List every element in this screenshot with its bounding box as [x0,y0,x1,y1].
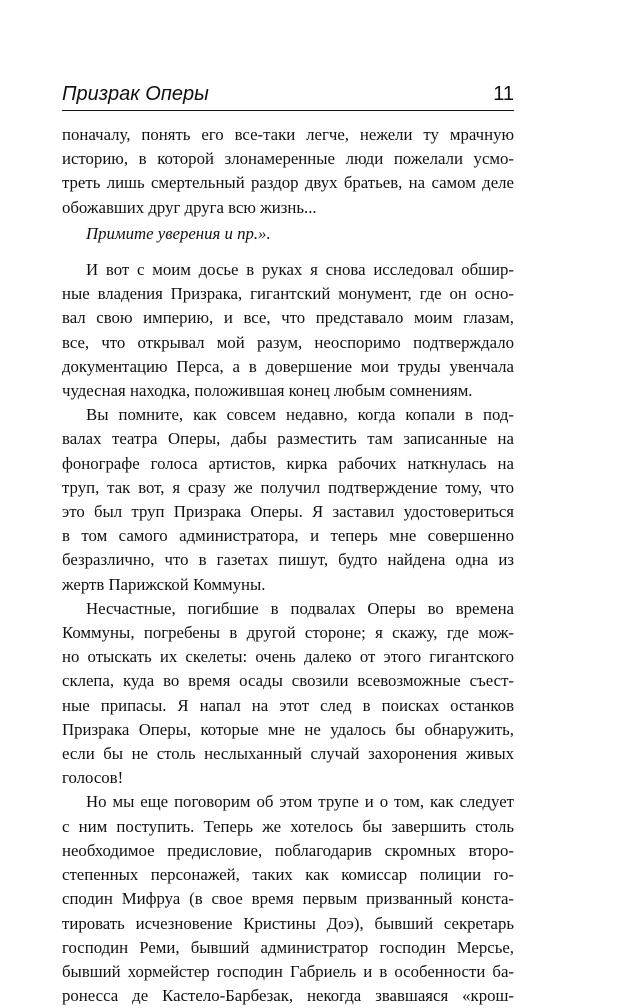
text-line: склепа, куда во время осады свозили всевозможные съест- [62,671,514,691]
text-line: треть лишь смертельный раздор двух братьев, на самом деле [62,173,514,193]
text-line: голосов! [62,768,124,788]
text-line: Вы помните, как совсем недавно, когда копали в под- [86,405,514,425]
text-line: фонографе голоса артистов, кирка рабочих наткнулась на [62,453,514,473]
text-line: сподин Мифруа (в свое время первым призванный конста- [62,889,514,909]
text-line: безразлично, что в газетах пишут, будто найдена одна из [62,550,514,570]
body-text [62,123,514,1008]
text-line: это был труп Призрака Оперы. Я заставил удостовериться [62,502,514,522]
text-line: ронесса де Кастело-Барбезак, некогда звавшаяся «крош- [62,986,514,1006]
text-line: тировать исчезновение Кристины Доэ), бывший секретарь [62,913,514,933]
paragraph-acknowledgements [62,790,514,1008]
text-line: если бы не столь неслыханный случай захоронения живых [62,744,514,764]
paragraph-letter-end [62,123,514,220]
text-line: труп, так вот, я сразу же получил подтверждение тому, что [62,477,514,497]
text-line: валах театра Оперы, дабы разместить там записанные на [62,429,514,449]
text-line: чудесная находка, положившая конец любым сомнениям. [62,381,473,401]
text-line: бывший хормейстер господин Габриель и в особенности ба- [62,961,514,981]
text-line: документацию Перса, а в довершение мои труды увенчала [62,356,514,376]
book-title: Призрак Оперы [62,83,209,105]
text-line: И вот с моим досье в руках я снова исследовал обшир- [86,260,514,280]
text-line: ные припасы. Я напал на этот след в поисках останков [62,695,514,715]
running-header [62,82,514,108]
text-line: вал свою империю, и все, что представало моим глазам, [62,308,514,328]
header-divider [62,110,514,111]
text-line: Примите уверения и пр.». [86,223,271,243]
paragraph-corpse [62,403,514,597]
text-line: но отыскать их скелеты: очень далеко от этого гигантского [62,647,514,667]
text-line: необходимое предисловие, поблагодарив скромных второ- [62,840,514,860]
text-line: все, что открывал мой разум, неоспоримо подтверждало [62,332,514,352]
text-line: с ним поступить. Теперь же хотелось бы завершить столь [62,816,514,836]
text-line: поначалу, понять его все-таки легче, нежели ту мрачную [62,125,514,144]
text-line: Призрака Оперы, которые мне не удалось бы обнаружить, [62,719,514,739]
text-line: в том самого администратора, и теперь мне совершенно [62,526,514,546]
text-line: обожавших друг друга всю жизнь... [62,197,317,217]
text-line: господин Реми, бывший администратор господин Мерсье, [62,937,514,957]
text-line: ные владения Призрака, гигантский монумент, где он осно- [62,284,514,304]
text-line: Несчастные, погибшие в подвалах Оперы во времена [86,598,514,618]
letter-signoff [62,222,514,246]
paragraph-dossier [62,258,514,403]
book-page [62,82,514,1008]
text-line: степенных персонажей, таких как комиссар полиции го- [62,865,514,885]
text-line: Но мы еще поговорим об этом трупе и о том, как следует [86,792,514,812]
text-line: Коммуны, погребены в другой стороне; я скажу, где мож- [62,623,514,643]
text-line: историю, в которой злонамеренные люди пожелали усмо- [62,149,514,169]
text-line: жертв Парижской Коммуны. [62,574,266,594]
page-number: 11 [493,83,514,105]
paragraph-commune [62,597,514,791]
